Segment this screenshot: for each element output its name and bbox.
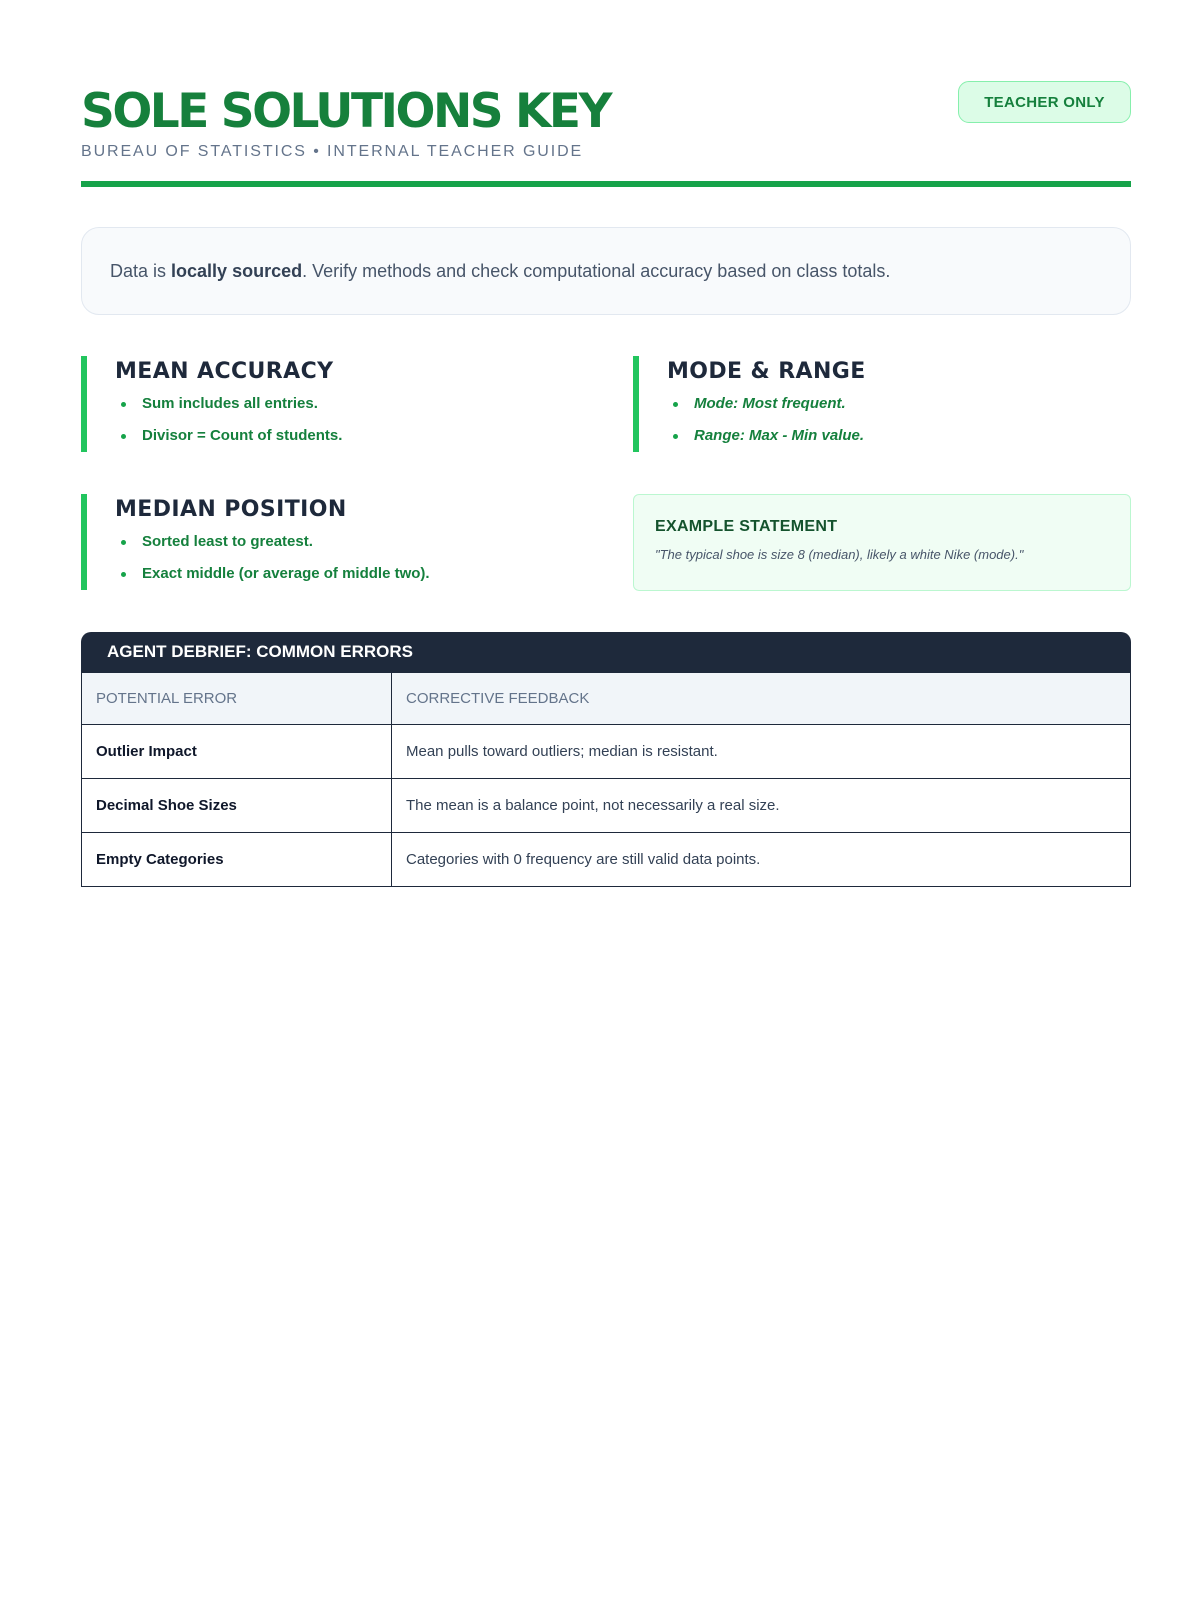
error-cell: Decimal Shoe Sizes bbox=[82, 779, 392, 833]
common-errors-table bbox=[81, 632, 1131, 887]
table-row bbox=[82, 833, 1131, 887]
column-header: POTENTIAL ERROR bbox=[82, 673, 392, 725]
list-item: Range: Max - Min value. bbox=[667, 426, 1131, 446]
table-title: AGENT DEBRIEF: COMMON ERRORS bbox=[81, 632, 1131, 672]
card-title: MODE & RANGE bbox=[667, 359, 866, 384]
card-title: MEDIAN POSITION bbox=[115, 497, 347, 522]
column-header: CORRECTIVE FEEDBACK bbox=[392, 673, 1131, 725]
card-list bbox=[667, 394, 1131, 446]
error-cell: Outlier Impact bbox=[82, 725, 392, 779]
list-item: Mode: Most frequent. bbox=[667, 394, 1131, 414]
mean-accuracy-card bbox=[81, 356, 601, 452]
header-divider bbox=[81, 181, 1131, 187]
error-cell: Empty Categories bbox=[82, 833, 392, 887]
feedback-cell: The mean is a balance point, not necessarily a real size. bbox=[392, 779, 1131, 833]
page-header bbox=[81, 0, 1131, 187]
answer-key-page bbox=[81, 0, 1131, 868]
list-item: Sum includes all entries. bbox=[115, 394, 601, 414]
table-row bbox=[82, 779, 1131, 833]
errors-table bbox=[81, 672, 1131, 887]
example-statement-box bbox=[633, 494, 1131, 591]
card-title: MEAN ACCURACY bbox=[115, 359, 334, 384]
table-row bbox=[82, 725, 1131, 779]
example-title: EXAMPLE STATEMENT bbox=[655, 518, 838, 535]
list-item: Sorted least to greatest. bbox=[115, 532, 601, 552]
page-subtitle: BUREAU OF STATISTICS • INTERNAL TEACHER GUIDE bbox=[81, 143, 584, 160]
data-notice bbox=[81, 227, 1131, 315]
feedback-cell: Mean pulls toward outliers; median is resistant. bbox=[392, 725, 1131, 779]
list-item: Divisor = Count of students. bbox=[115, 426, 601, 446]
card-list bbox=[115, 532, 601, 584]
feedback-cell: Categories with 0 frequency are still valid data points. bbox=[392, 833, 1131, 887]
table-header-row bbox=[82, 673, 1131, 725]
teacher-only-badge: TEACHER ONLY bbox=[958, 81, 1131, 123]
median-position-card bbox=[81, 494, 601, 590]
mode-range-card bbox=[633, 356, 1131, 452]
example-quote: "The typical shoe is size 8 (median), likely a white Nike (mode)." bbox=[655, 547, 1024, 562]
notice-lead: Data is bbox=[110, 260, 172, 281]
list-item: Exact middle (or average of middle two). bbox=[115, 564, 601, 584]
notice-emphasis: locally sourced bbox=[171, 260, 303, 281]
page-title: SOLE SOLUTIONS KEY bbox=[81, 84, 611, 139]
notice-rest: . Verify methods and check computational accuracy based on class totals. bbox=[302, 260, 891, 281]
card-list bbox=[115, 394, 601, 446]
